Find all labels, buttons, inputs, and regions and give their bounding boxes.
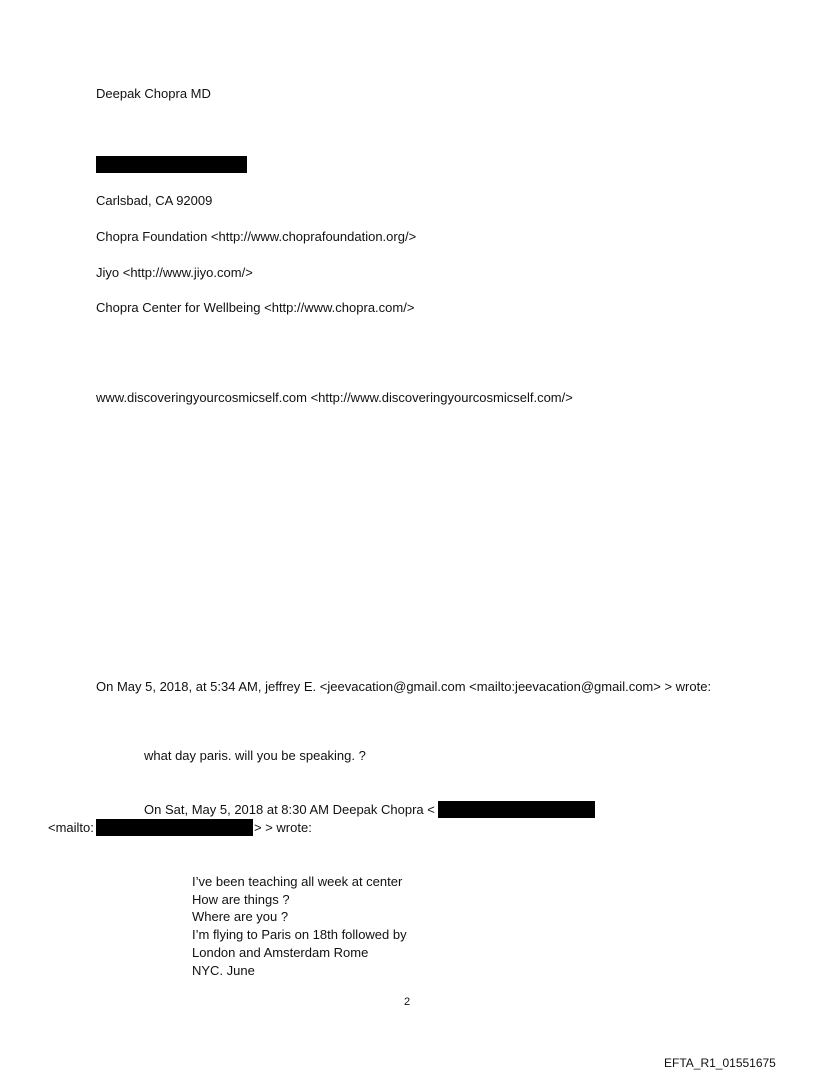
redaction-bar bbox=[96, 156, 247, 173]
signature-link: Jiyo <http://www.jiyo.com/> bbox=[96, 265, 253, 280]
quoted-header-line1 bbox=[144, 802, 435, 818]
quoted-body bbox=[192, 873, 407, 979]
quoted-body-line: I’m flying to Paris on 18th followed by bbox=[192, 927, 407, 943]
document-id-footer: EFTA_R1_01551675 bbox=[664, 1056, 776, 1070]
signature-name: Deepak Chopra MD bbox=[96, 86, 211, 101]
redaction-bar bbox=[438, 801, 595, 818]
signature-city: Carlsbad, CA 92009 bbox=[96, 193, 213, 208]
signature-link: Chopra Foundation <http://www.choprafoundation.org/> bbox=[96, 229, 417, 244]
signature-link: Chopra Center for Wellbeing <http://www.chopra.com/> bbox=[96, 300, 415, 315]
quoted-body-line: How are things ? bbox=[192, 891, 290, 907]
quoted-body-line: London and Amsterdam Rome bbox=[192, 944, 369, 960]
quoted-body-line: NYC. June bbox=[192, 962, 255, 978]
reply-body: what day paris. will you be speaking. ? bbox=[144, 748, 366, 763]
quoted-body-line: Where are you ? bbox=[192, 909, 289, 925]
quoted-mailto-prefix: <mailto: bbox=[48, 820, 94, 835]
signature-website: www.discoveringyourcosmicself.com <http://www.discoveringyourcosmicself.com/> bbox=[96, 390, 573, 405]
quoted-header-suffix: > > wrote: bbox=[254, 820, 312, 835]
redaction-bar bbox=[96, 819, 253, 836]
quoted-body-line: I’ve been teaching all week at center bbox=[192, 874, 403, 889]
reply-header: On May 5, 2018, at 5:34 AM, jeffrey E. <jeevacation@gmail.com <mailto:jeevacation@gmail.com> > wrote: bbox=[96, 679, 712, 694]
quoted-header-prefix: On Sat, May 5, 2018 at 8:30 AM Deepak Chopra < bbox=[144, 802, 435, 817]
page-number: 2 bbox=[404, 996, 411, 1008]
